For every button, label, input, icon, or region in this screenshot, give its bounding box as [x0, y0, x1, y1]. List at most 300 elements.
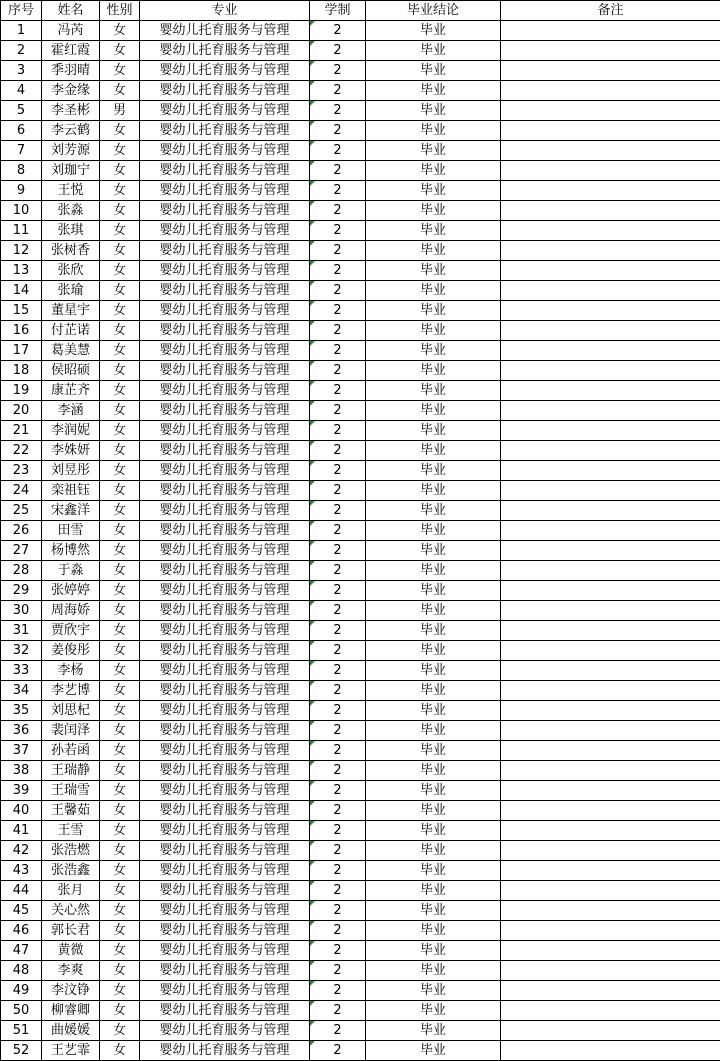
- cell-major: 婴幼儿托育服务与管理: [140, 441, 310, 461]
- cell-major: 婴幼儿托育服务与管理: [140, 801, 310, 821]
- cell-result: 毕业: [366, 201, 501, 221]
- table-row: [1, 721, 720, 741]
- cell-seq: 29: [1, 581, 42, 601]
- cell-gender: 女: [100, 781, 140, 801]
- cell-major: 婴幼儿托育服务与管理: [140, 501, 310, 521]
- table-row: [1, 261, 720, 281]
- cell-result: 毕业: [366, 261, 501, 281]
- cell-result: 毕业: [366, 21, 501, 41]
- cell-name: 贾欣宇: [42, 621, 100, 641]
- cell-seq: 12: [1, 241, 42, 261]
- cell-major: 婴幼儿托育服务与管理: [140, 681, 310, 701]
- cell-major: 婴幼儿托育服务与管理: [140, 241, 310, 261]
- cell-result: 毕业: [366, 561, 501, 581]
- cell-result: 毕业: [366, 681, 501, 701]
- cell-gender: 女: [100, 861, 140, 881]
- cell-seq: 5: [1, 101, 42, 121]
- cell-result: 毕业: [366, 541, 501, 561]
- cell-major: 婴幼儿托育服务与管理: [140, 361, 310, 381]
- cell-duration: 2: [310, 981, 366, 1001]
- cell-name: 田雪: [42, 521, 100, 541]
- cell-name: 刘昱彤: [42, 461, 100, 481]
- header-result: 毕业结论: [366, 1, 501, 21]
- table-row: [1, 1041, 720, 1061]
- cell-seq: 35: [1, 701, 42, 721]
- cell-major: 婴幼儿托育服务与管理: [140, 401, 310, 421]
- table-row: [1, 901, 720, 921]
- cell-gender: 女: [100, 661, 140, 681]
- cell-result: 毕业: [366, 781, 501, 801]
- cell-remark: [501, 441, 720, 461]
- cell-major: 婴幼儿托育服务与管理: [140, 21, 310, 41]
- cell-seq: 36: [1, 721, 42, 741]
- cell-seq: 24: [1, 481, 42, 501]
- cell-name: 王悦: [42, 181, 100, 201]
- cell-gender: 女: [100, 941, 140, 961]
- cell-name: 李爽: [42, 961, 100, 981]
- table-row: [1, 681, 720, 701]
- header-major: 专业: [140, 1, 310, 21]
- cell-major: 婴幼儿托育服务与管理: [140, 421, 310, 441]
- cell-major: 婴幼儿托育服务与管理: [140, 301, 310, 321]
- cell-duration: 2: [310, 221, 366, 241]
- cell-seq: 43: [1, 861, 42, 881]
- table-row: [1, 381, 720, 401]
- cell-duration: 2: [310, 681, 366, 701]
- cell-major: 婴幼儿托育服务与管理: [140, 921, 310, 941]
- cell-duration: 2: [310, 701, 366, 721]
- cell-gender: 女: [100, 1001, 140, 1021]
- table-row: [1, 421, 720, 441]
- cell-gender: 女: [100, 541, 140, 561]
- cell-result: 毕业: [366, 121, 501, 141]
- cell-remark: [501, 641, 720, 661]
- table-row: [1, 581, 720, 601]
- cell-result: 毕业: [366, 801, 501, 821]
- cell-gender: 女: [100, 801, 140, 821]
- cell-result: 毕业: [366, 1021, 501, 1041]
- cell-name: 王馨茹: [42, 801, 100, 821]
- header-gender: 性别: [100, 1, 140, 21]
- cell-remark: [501, 881, 720, 901]
- cell-seq: 46: [1, 921, 42, 941]
- cell-gender: 女: [100, 581, 140, 601]
- cell-result: 毕业: [366, 581, 501, 601]
- cell-duration: 2: [310, 741, 366, 761]
- cell-gender: 女: [100, 361, 140, 381]
- header-name: 姓名: [42, 1, 100, 21]
- cell-seq: 2: [1, 41, 42, 61]
- table-row: [1, 1001, 720, 1021]
- cell-major: 婴幼儿托育服务与管理: [140, 901, 310, 921]
- table-row: [1, 961, 720, 981]
- cell-remark: [501, 81, 720, 101]
- table-row: [1, 401, 720, 421]
- cell-remark: [501, 781, 720, 801]
- cell-seq: 25: [1, 501, 42, 521]
- cell-gender: 女: [100, 461, 140, 481]
- table-row: [1, 661, 720, 681]
- cell-result: 毕业: [366, 361, 501, 381]
- cell-name: 张婷婷: [42, 581, 100, 601]
- cell-gender: 女: [100, 301, 140, 321]
- cell-duration: 2: [310, 41, 366, 61]
- cell-duration: 2: [310, 161, 366, 181]
- cell-name: 霍红霞: [42, 41, 100, 61]
- cell-remark: [501, 1001, 720, 1021]
- cell-result: 毕业: [366, 341, 501, 361]
- cell-name: 柳睿卿: [42, 1001, 100, 1021]
- cell-gender: 女: [100, 481, 140, 501]
- table-row: [1, 461, 720, 481]
- table-row: [1, 981, 720, 1001]
- table-row: [1, 81, 720, 101]
- cell-major: 婴幼儿托育服务与管理: [140, 621, 310, 641]
- cell-seq: 10: [1, 201, 42, 221]
- table-row: [1, 801, 720, 821]
- table-row: [1, 161, 720, 181]
- table-row: [1, 321, 720, 341]
- table-row: [1, 41, 720, 61]
- cell-gender: 女: [100, 741, 140, 761]
- cell-remark: [501, 101, 720, 121]
- cell-result: 毕业: [366, 941, 501, 961]
- cell-gender: 女: [100, 681, 140, 701]
- cell-duration: 2: [310, 121, 366, 141]
- cell-gender: 女: [100, 381, 140, 401]
- table-row: [1, 21, 720, 41]
- cell-name: 张浩鑫: [42, 861, 100, 881]
- cell-seq: 44: [1, 881, 42, 901]
- cell-seq: 14: [1, 281, 42, 301]
- cell-major: 婴幼儿托育服务与管理: [140, 281, 310, 301]
- cell-major: 婴幼儿托育服务与管理: [140, 941, 310, 961]
- cell-seq: 32: [1, 641, 42, 661]
- cell-seq: 47: [1, 941, 42, 961]
- cell-seq: 51: [1, 1021, 42, 1041]
- cell-name: 栾祖钰: [42, 481, 100, 501]
- cell-major: 婴幼儿托育服务与管理: [140, 961, 310, 981]
- cell-remark: [501, 261, 720, 281]
- cell-remark: [501, 901, 720, 921]
- cell-remark: [501, 381, 720, 401]
- cell-major: 婴幼儿托育服务与管理: [140, 741, 310, 761]
- cell-duration: 2: [310, 301, 366, 321]
- cell-duration: 2: [310, 721, 366, 741]
- cell-seq: 13: [1, 261, 42, 281]
- cell-result: 毕业: [366, 321, 501, 341]
- cell-remark: [501, 661, 720, 681]
- cell-name: 季羽晴: [42, 61, 100, 81]
- cell-name: 王瑞雪: [42, 781, 100, 801]
- cell-result: 毕业: [366, 721, 501, 741]
- cell-seq: 16: [1, 321, 42, 341]
- cell-result: 毕业: [366, 861, 501, 881]
- cell-major: 婴幼儿托育服务与管理: [140, 581, 310, 601]
- cell-major: 婴幼儿托育服务与管理: [140, 861, 310, 881]
- cell-name: 李金缘: [42, 81, 100, 101]
- cell-gender: 女: [100, 321, 140, 341]
- cell-name: 姜俊彤: [42, 641, 100, 661]
- cell-name: 李圣彬: [42, 101, 100, 121]
- cell-result: 毕业: [366, 821, 501, 841]
- cell-major: 婴幼儿托育服务与管理: [140, 261, 310, 281]
- cell-remark: [501, 541, 720, 561]
- cell-major: 婴幼儿托育服务与管理: [140, 701, 310, 721]
- cell-result: 毕业: [366, 661, 501, 681]
- cell-seq: 38: [1, 761, 42, 781]
- cell-major: 婴幼儿托育服务与管理: [140, 1021, 310, 1041]
- cell-result: 毕业: [366, 481, 501, 501]
- cell-major: 婴幼儿托育服务与管理: [140, 601, 310, 621]
- cell-remark: [501, 1041, 720, 1061]
- table-row: [1, 741, 720, 761]
- cell-gender: 女: [100, 421, 140, 441]
- cell-duration: 2: [310, 101, 366, 121]
- cell-gender: 女: [100, 1021, 140, 1041]
- cell-major: 婴幼儿托育服务与管理: [140, 221, 310, 241]
- cell-remark: [501, 461, 720, 481]
- cell-duration: 2: [310, 181, 366, 201]
- cell-duration: 2: [310, 621, 366, 641]
- cell-duration: 2: [310, 481, 366, 501]
- cell-seq: 49: [1, 981, 42, 1001]
- cell-major: 婴幼儿托育服务与管理: [140, 161, 310, 181]
- cell-seq: 4: [1, 81, 42, 101]
- cell-seq: 37: [1, 741, 42, 761]
- cell-name: 张树香: [42, 241, 100, 261]
- cell-name: 李云鹤: [42, 121, 100, 141]
- cell-gender: 女: [100, 441, 140, 461]
- cell-result: 毕业: [366, 841, 501, 861]
- cell-result: 毕业: [366, 501, 501, 521]
- cell-major: 婴幼儿托育服务与管理: [140, 841, 310, 861]
- cell-name: 李姝妍: [42, 441, 100, 461]
- cell-duration: 2: [310, 281, 366, 301]
- cell-remark: [501, 621, 720, 641]
- cell-result: 毕业: [366, 741, 501, 761]
- cell-gender: 女: [100, 901, 140, 921]
- cell-seq: 33: [1, 661, 42, 681]
- cell-duration: 2: [310, 961, 366, 981]
- table-row: [1, 301, 720, 321]
- cell-seq: 42: [1, 841, 42, 861]
- cell-gender: 女: [100, 221, 140, 241]
- cell-name: 李涵: [42, 401, 100, 421]
- cell-major: 婴幼儿托育服务与管理: [140, 321, 310, 341]
- cell-seq: 45: [1, 901, 42, 921]
- header-duration: 学制: [310, 1, 366, 21]
- cell-remark: [501, 721, 720, 741]
- cell-duration: 2: [310, 921, 366, 941]
- cell-name: 刘芳源: [42, 141, 100, 161]
- cell-name: 侯昭硕: [42, 361, 100, 381]
- cell-major: 婴幼儿托育服务与管理: [140, 121, 310, 141]
- cell-result: 毕业: [366, 401, 501, 421]
- cell-seq: 15: [1, 301, 42, 321]
- cell-remark: [501, 861, 720, 881]
- cell-gender: 女: [100, 61, 140, 81]
- table-row: [1, 181, 720, 201]
- cell-major: 婴幼儿托育服务与管理: [140, 661, 310, 681]
- cell-major: 婴幼儿托育服务与管理: [140, 1001, 310, 1021]
- cell-gender: 女: [100, 701, 140, 721]
- cell-duration: 2: [310, 81, 366, 101]
- cell-seq: 3: [1, 61, 42, 81]
- cell-remark: [501, 921, 720, 941]
- cell-seq: 21: [1, 421, 42, 441]
- cell-gender: 女: [100, 121, 140, 141]
- table-row: [1, 861, 720, 881]
- cell-seq: 9: [1, 181, 42, 201]
- cell-remark: [501, 981, 720, 1001]
- cell-remark: [501, 701, 720, 721]
- cell-duration: 2: [310, 1041, 366, 1061]
- table-row: [1, 221, 720, 241]
- cell-duration: 2: [310, 321, 366, 341]
- cell-remark: [501, 821, 720, 841]
- cell-gender: 女: [100, 341, 140, 361]
- cell-major: 婴幼儿托育服务与管理: [140, 201, 310, 221]
- cell-name: 郭长君: [42, 921, 100, 941]
- cell-duration: 2: [310, 381, 366, 401]
- table-row: [1, 521, 720, 541]
- table-row: [1, 1021, 720, 1041]
- cell-name: 张淼: [42, 201, 100, 221]
- cell-gender: 女: [100, 161, 140, 181]
- cell-result: 毕业: [366, 221, 501, 241]
- cell-gender: 女: [100, 601, 140, 621]
- table-row: [1, 761, 720, 781]
- cell-name: 周海娇: [42, 601, 100, 621]
- cell-seq: 1: [1, 21, 42, 41]
- cell-major: 婴幼儿托育服务与管理: [140, 561, 310, 581]
- cell-seq: 31: [1, 621, 42, 641]
- cell-result: 毕业: [366, 601, 501, 621]
- cell-remark: [501, 521, 720, 541]
- cell-seq: 19: [1, 381, 42, 401]
- cell-name: 张琪: [42, 221, 100, 241]
- cell-remark: [501, 961, 720, 981]
- cell-seq: 11: [1, 221, 42, 241]
- table-row: [1, 361, 720, 381]
- cell-result: 毕业: [366, 761, 501, 781]
- cell-result: 毕业: [366, 181, 501, 201]
- cell-major: 婴幼儿托育服务与管理: [140, 981, 310, 1001]
- table-row: [1, 621, 720, 641]
- cell-name: 曲媛媛: [42, 1021, 100, 1041]
- cell-result: 毕业: [366, 301, 501, 321]
- cell-duration: 2: [310, 361, 366, 381]
- cell-gender: 女: [100, 241, 140, 261]
- cell-major: 婴幼儿托育服务与管理: [140, 61, 310, 81]
- cell-seq: 7: [1, 141, 42, 161]
- cell-major: 婴幼儿托育服务与管理: [140, 521, 310, 541]
- cell-result: 毕业: [366, 921, 501, 941]
- table-row: [1, 101, 720, 121]
- cell-duration: 2: [310, 261, 366, 281]
- cell-remark: [501, 301, 720, 321]
- cell-gender: 女: [100, 201, 140, 221]
- cell-seq: 34: [1, 681, 42, 701]
- cell-seq: 30: [1, 601, 42, 621]
- cell-name: 裴闰泽: [42, 721, 100, 741]
- cell-gender: 女: [100, 921, 140, 941]
- cell-seq: 26: [1, 521, 42, 541]
- cell-remark: [501, 581, 720, 601]
- cell-gender: 女: [100, 41, 140, 61]
- cell-remark: [501, 501, 720, 521]
- table-row: [1, 941, 720, 961]
- table-row: [1, 841, 720, 861]
- table-row: [1, 641, 720, 661]
- cell-name: 李艺博: [42, 681, 100, 701]
- cell-name: 宋鑫洋: [42, 501, 100, 521]
- cell-seq: 22: [1, 441, 42, 461]
- cell-duration: 2: [310, 201, 366, 221]
- cell-name: 康芷齐: [42, 381, 100, 401]
- cell-seq: 23: [1, 461, 42, 481]
- cell-duration: 2: [310, 881, 366, 901]
- cell-result: 毕业: [366, 981, 501, 1001]
- cell-name: 张浩燃: [42, 841, 100, 861]
- cell-gender: 女: [100, 961, 140, 981]
- cell-gender: 女: [100, 501, 140, 521]
- table-row: [1, 341, 720, 361]
- cell-gender: 女: [100, 1041, 140, 1061]
- cell-gender: 女: [100, 721, 140, 741]
- cell-name: 董星宇: [42, 301, 100, 321]
- cell-remark: [501, 221, 720, 241]
- cell-duration: 2: [310, 521, 366, 541]
- cell-seq: 8: [1, 161, 42, 181]
- cell-gender: 女: [100, 281, 140, 301]
- cell-seq: 41: [1, 821, 42, 841]
- cell-seq: 17: [1, 341, 42, 361]
- cell-result: 毕业: [366, 441, 501, 461]
- cell-major: 婴幼儿托育服务与管理: [140, 101, 310, 121]
- table-row: [1, 821, 720, 841]
- cell-remark: [501, 41, 720, 61]
- cell-remark: [501, 481, 720, 501]
- cell-remark: [501, 601, 720, 621]
- cell-major: 婴幼儿托育服务与管理: [140, 721, 310, 741]
- cell-major: 婴幼儿托育服务与管理: [140, 761, 310, 781]
- cell-duration: 2: [310, 441, 366, 461]
- cell-duration: 2: [310, 861, 366, 881]
- table-row: [1, 241, 720, 261]
- cell-remark: [501, 361, 720, 381]
- cell-major: 婴幼儿托育服务与管理: [140, 821, 310, 841]
- cell-major: 婴幼儿托育服务与管理: [140, 781, 310, 801]
- cell-duration: 2: [310, 1021, 366, 1041]
- table-row: [1, 701, 720, 721]
- cell-seq: 18: [1, 361, 42, 381]
- cell-duration: 2: [310, 421, 366, 441]
- cell-name: 于淼: [42, 561, 100, 581]
- cell-name: 王艺霏: [42, 1041, 100, 1061]
- cell-duration: 2: [310, 1001, 366, 1021]
- cell-remark: [501, 561, 720, 581]
- cell-result: 毕业: [366, 61, 501, 81]
- cell-major: 婴幼儿托育服务与管理: [140, 541, 310, 561]
- cell-major: 婴幼儿托育服务与管理: [140, 881, 310, 901]
- cell-result: 毕业: [366, 281, 501, 301]
- cell-name: 张月: [42, 881, 100, 901]
- cell-duration: 2: [310, 801, 366, 821]
- cell-duration: 2: [310, 821, 366, 841]
- cell-result: 毕业: [366, 421, 501, 441]
